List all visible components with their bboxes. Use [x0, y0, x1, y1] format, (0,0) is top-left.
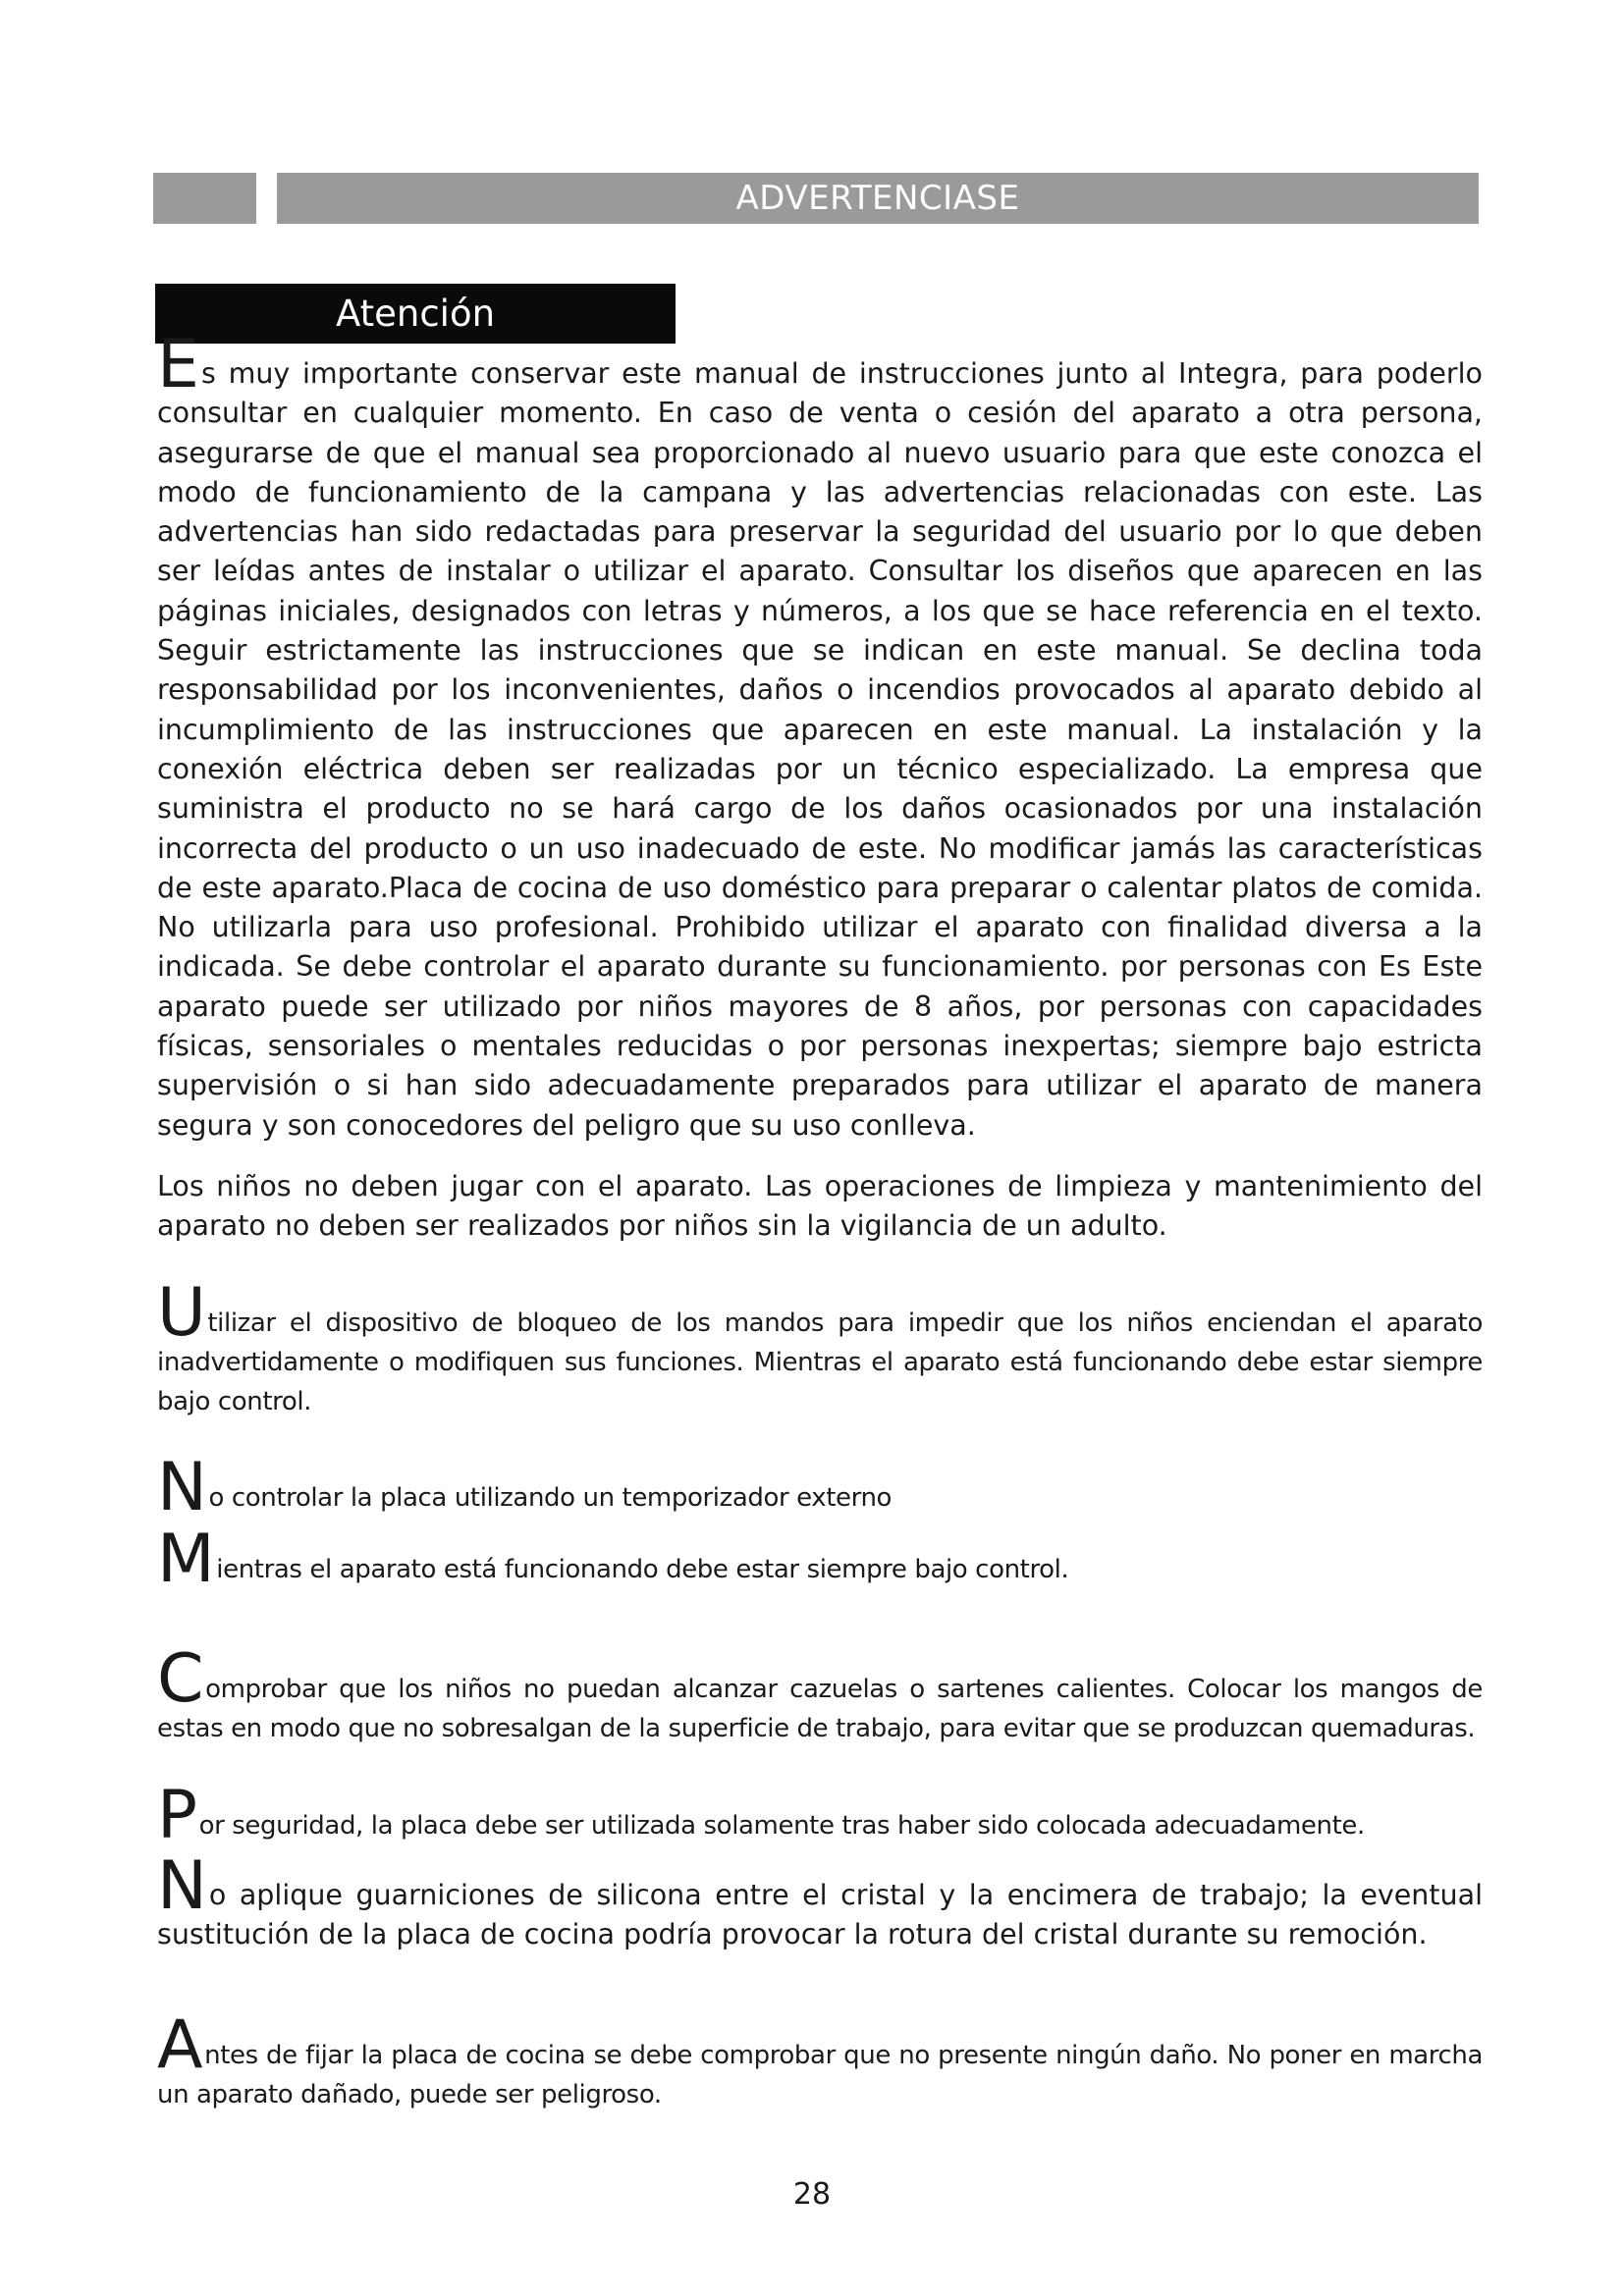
paragraph-text: Los niños no deben jugar con el aparato. Las operaciones de limpieza y mantenimiento del aparato no deben ser realizados por niños sin la vigilancia de un adulto. — [157, 1169, 1483, 1243]
attention-heading: Atención — [155, 284, 676, 344]
section-header-title: ADVERTENCIASE — [277, 173, 1479, 224]
paragraph-children — [157, 1167, 1483, 1247]
paragraph-text: or seguridad, la placa debe ser utilizada solamente tras haber sido colocada adecuadamente. — [198, 1810, 1365, 1841]
paragraph-text: tilizar el dispositivo de bloqueo de los mandos para impedir que los niños enciendan el aparato inadvertidamente o modifiquen sus funciones. Mientras el aparato está funcionando debe estar siempre bajo control. — [157, 1308, 1483, 1417]
drop-cap: M — [157, 1520, 215, 1598]
paragraph-silicone — [157, 1846, 1483, 1955]
paragraph-safety — [157, 1776, 1483, 1854]
paragraph-text: omprobar que los niños no puedan alcanzar cazuelas o sartenes calientes. Colocar los mangos de estas en modo que no sobresalgan de la superficie de trabajo, para evitar que se produzcan quemaduras. — [157, 1675, 1483, 1744]
drop-cap: U — [157, 1273, 206, 1352]
drop-cap: A — [157, 2005, 203, 2084]
header-left-block — [153, 173, 256, 224]
drop-cap: E — [157, 326, 199, 403]
drop-cap: N — [157, 1449, 207, 1527]
paragraph-text: o controlar la placa utilizando un temporizador externo — [208, 1483, 893, 1514]
paragraph-timer — [157, 1449, 1483, 1527]
paragraph-text: s muy importante conservar este manual de instrucciones junto al Integra, para poderlo consultar en cualquier momento. En caso de venta o cesión del aparato a otra persona, asegurarse de que el manual sea proporcionado al nuevo usuario para que este conozca el modo de funcionamiento de la campana y las advertencias relacionadas con este. Las advertencias han sido redactadas para preservar la seguridad del usuario por lo que deben ser leídas antes de instalar o utilizar el aparato. Consultar los diseños que aparecen en las páginas iniciales, designados con letras y números, a los que se hace referencia en el texto. Seguir estrictamente las instrucciones que se indican en este manual. Se declina toda responsabilidad por los inconvenientes, daños o incendios provocados al aparato debido al incumplimiento de las instrucciones que aparecen en este manual. La instalación y la conexión eléctrica deben ser realizadas por un técnico especializado. La empresa que suministra el producto no se hará cargo de los daños ocasionados por una instalación incorrecta del producto o un uso inadecuado de este. No modificar jamás las características de este aparato.Placa de cocina de uso doméstico para preparar o calentar platos de comida. No utilizarla para uso profesional. Prohibido utilizar el aparato con finalidad diversa a la indicada. Se debe controlar el aparato durante su funcionamiento. por personas con Es Este aparato puede ser utilizado por niños mayores de 8 años, por personas con capacidades físicas, sensoriales o mentales reducidas o por personas inexpertas; siempre bajo estricta supervisión o si han sido adecuadamente preparados para utilizar el aparato de manera segura y son conocedores del peligro que su uso conlleva. — [157, 357, 1483, 1142]
drop-cap: P — [157, 1776, 197, 1854]
paragraph-intro — [157, 326, 1483, 1146]
paragraph-text: ntes de fijar la placa de cocina se debe comprobar que no presente ningún daño. No poner en marcha un aparato dañado, puede ser peligroso. — [157, 2040, 1483, 2109]
paragraph-lock — [157, 1273, 1483, 1422]
drop-cap: C — [157, 1640, 204, 1719]
drop-cap: N — [157, 1846, 207, 1925]
paragraph-text: ientras el aparato está funcionando debe estar siempre bajo control. — [216, 1554, 1069, 1584]
warnings-content — [157, 326, 1483, 2114]
paragraph-pans — [157, 1640, 1483, 1749]
paragraph-damage — [157, 2005, 1483, 2115]
paragraph-control — [157, 1520, 1483, 1598]
page-number: 28 — [792, 2177, 832, 2212]
paragraph-text: o aplique guarniciones de silicona entre el cristal y la encimera de trabajo; la eventual sustitución de la placa de cocina podría provocar la rotura del cristal durante su remoción. — [157, 1878, 1483, 1951]
